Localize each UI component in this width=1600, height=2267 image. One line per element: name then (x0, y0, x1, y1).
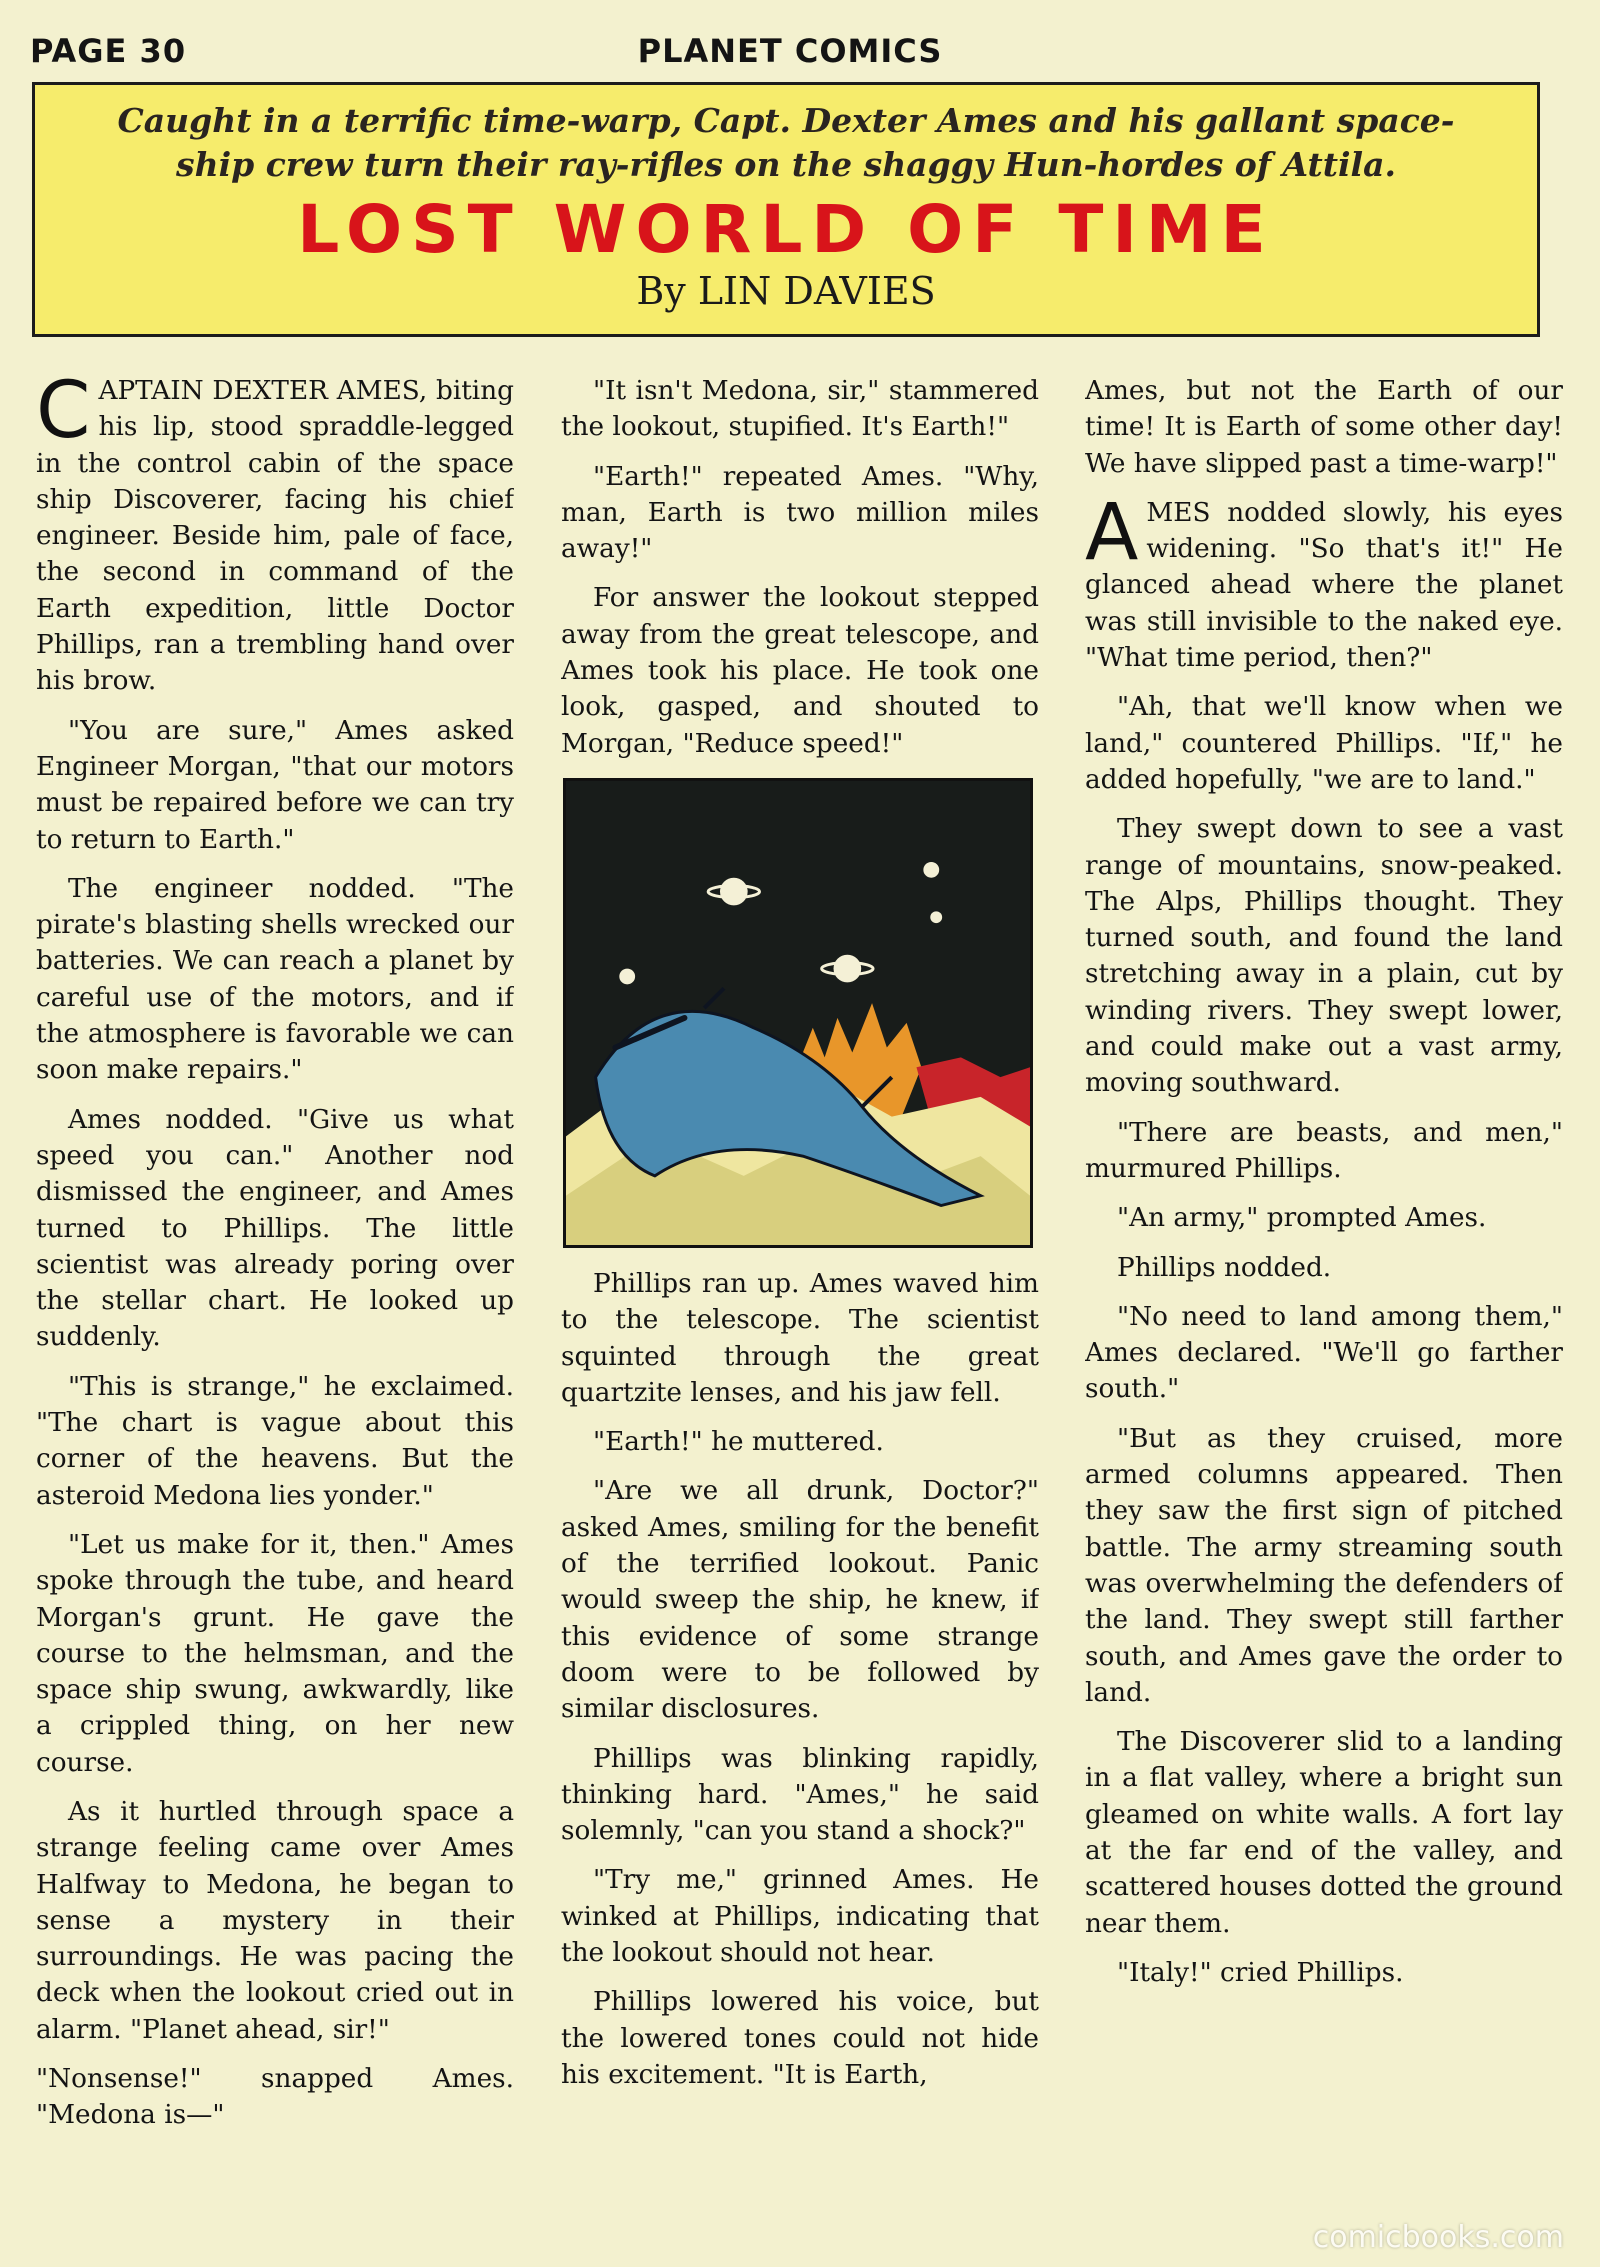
paragraph: "This is strange," he exclaimed. "The chart is vague about this corner of the heavens. But the asteroid Medona lies yonder." (36, 1371, 514, 1511)
column-3 (1085, 373, 1563, 2233)
paragraph: "An army," prompted Ames. (1117, 1203, 1487, 1234)
title-box (32, 82, 1540, 337)
paragraph: The engineer nodded. "The pirate's blasting shells wrecked our batteries. We can reach a planet by careful use of the motors, and if the atmosphere is favorable we can soon make repairs." (36, 873, 514, 1086)
paragraph: "There are beasts, and men," murmured Phillips. (1085, 1117, 1563, 1184)
paragraph: "You are sure," Ames asked Engineer Morgan, "that our motors must be repaired before we can try to return to Earth." (36, 715, 514, 855)
paragraph: "No need to land among them," Ames declared. "We'll go farther south." (1085, 1301, 1563, 1405)
paragraph: "Are we all drunk, Doctor?" asked Ames, smiling for the benefit of the terrified lookout. Panic would sweep the ship, he knew, if this evidence of some strange doom were to be followed by similar disclosures. (561, 1476, 1039, 1725)
space-scene-illustration (566, 781, 1030, 1245)
paragraph: Phillips was blinking rapidly, thinking hard. "Ames," he said solemnly, "can you stand a shock?" (561, 1743, 1039, 1847)
paragraph-text: APTAIN DEXTER AMES, biting his lip, stood spraddle-legged in the control cabin of the space ship Discoverer, facing his chief engineer. Beside him, pale of face, the second in command of the Earth expedition, little Doctor Phillips, ran a trembling hand over his brow. (36, 376, 514, 697)
paragraph: "Italy!" cried Phillips. (1117, 1957, 1404, 1988)
paragraph: As it hurtled through space a strange feeling came over Ames Halfway to Medona, he began to sense a mystery in their surroundings. He was pacing the deck when the lookout cried out in alarm. "Planet ahead, sir!" (36, 1796, 514, 2045)
watermark: comicbooks.com (1312, 2220, 1564, 2255)
illustration-panel (563, 778, 1033, 1248)
paragraph: "But as they cruised, more armed columns appeared. Then they saw the first sign of pitched battle. The army streaming south was overwhelming the defenders of the land. They swept still farther south, and Ames gave the order to land. (1085, 1423, 1563, 1708)
moon-icon (923, 862, 939, 878)
drop-cap: C (36, 373, 91, 456)
paragraph: "Earth!" he muttered. (593, 1427, 884, 1458)
column-1 (36, 373, 514, 2233)
column-2 (561, 373, 1039, 2233)
paragraph: For answer the lookout stepped away from the great telescope, and Ames took his place. He took one look, gasped, and shouted to Morgan, "Reduce speed!" (561, 583, 1039, 759)
moon-icon (930, 911, 942, 923)
blurb-line-2: ship crew turn their ray-rifles on the shaggy Hun-hordes of Attila. (176, 145, 1396, 184)
paragraph-text: MES nodded slowly, his eyes widening. "So that's it!" He glanced ahead where the planet was still invisible to the naked eye. "What time period, then?" (1085, 497, 1563, 674)
section-paragraph (1085, 487, 1563, 676)
paragraph: "Let us make for it, then." Ames spoke through the tube, and heard Morgan's grunt. He gave the course to the helmsman, and the space ship swung, awkwardly, like a crippled thing, on her new course. (36, 1529, 514, 1778)
paragraph: Phillips lowered his voice, but the lowered tones could not hide his excitement. "It is Earth, (561, 1987, 1039, 2090)
paragraph: Ames, but not the Earth of our time! It is Earth of some other day! We have slipped past a time-warp!" (1085, 376, 1563, 479)
paragraph: "Ah, that we'll know when we land," countered Phillips. "If," he added hopefully, "we are to land." (1085, 692, 1563, 795)
blurb-line-1: Caught in a terrific time-warp, Capt. Dexter Ames and his gallant space- (117, 101, 1455, 140)
page-header (30, 28, 1550, 72)
paragraph: "Try me," grinned Ames. He winked at Phillips, indicating that the lookout should not hear. (561, 1865, 1039, 1969)
moon-icon (619, 969, 635, 985)
drop-cap: A (1085, 487, 1139, 578)
paragraph: "It isn't Medona, sir," stammered the lookout, stupified. It's Earth!" (561, 376, 1039, 443)
paragraph: "Earth!" repeated Ames. "Why, man, Earth is two million miles away!" (561, 461, 1039, 565)
paragraph: Phillips ran up. Ames waved him to the telescope. The scientist squinted through the great quartzite lenses, and his jaw fell. (561, 1268, 1039, 1408)
paragraph: The Discoverer slid to a landing in a flat valley, where a bright sun gleamed on white walls. A fort lay at the far end of the valley, and scattered houses dotted the ground near them. (1085, 1727, 1563, 1939)
page-number: PAGE 30 (30, 32, 187, 70)
paragraph: They swept down to see a vast range of mountains, snow-peaked. The Alps, Phillips thought. They turned south, and found the land stretching away in a plain, cut by winding rivers. They swept lower, and could make out a vast army, moving southward. (1085, 814, 1563, 1099)
paragraph: "Nonsense!" snapped Ames. "Medona is—" (36, 2064, 514, 2131)
paragraph: Ames nodded. "Give us what speed you can." Another nod dismissed the engineer, and Ames turned to Phillips. The little scientist was already poring over the stellar chart. He looked up suddenly. (36, 1104, 514, 1353)
magazine-title: PLANET COMICS (637, 32, 943, 70)
story-title: LOST WORLD OF TIME (297, 191, 1275, 268)
byline: By LIN DAVIES (636, 269, 936, 313)
story-blurb (75, 99, 1497, 187)
paragraph: Phillips nodded. (1117, 1252, 1332, 1283)
opening-paragraph (36, 373, 514, 700)
